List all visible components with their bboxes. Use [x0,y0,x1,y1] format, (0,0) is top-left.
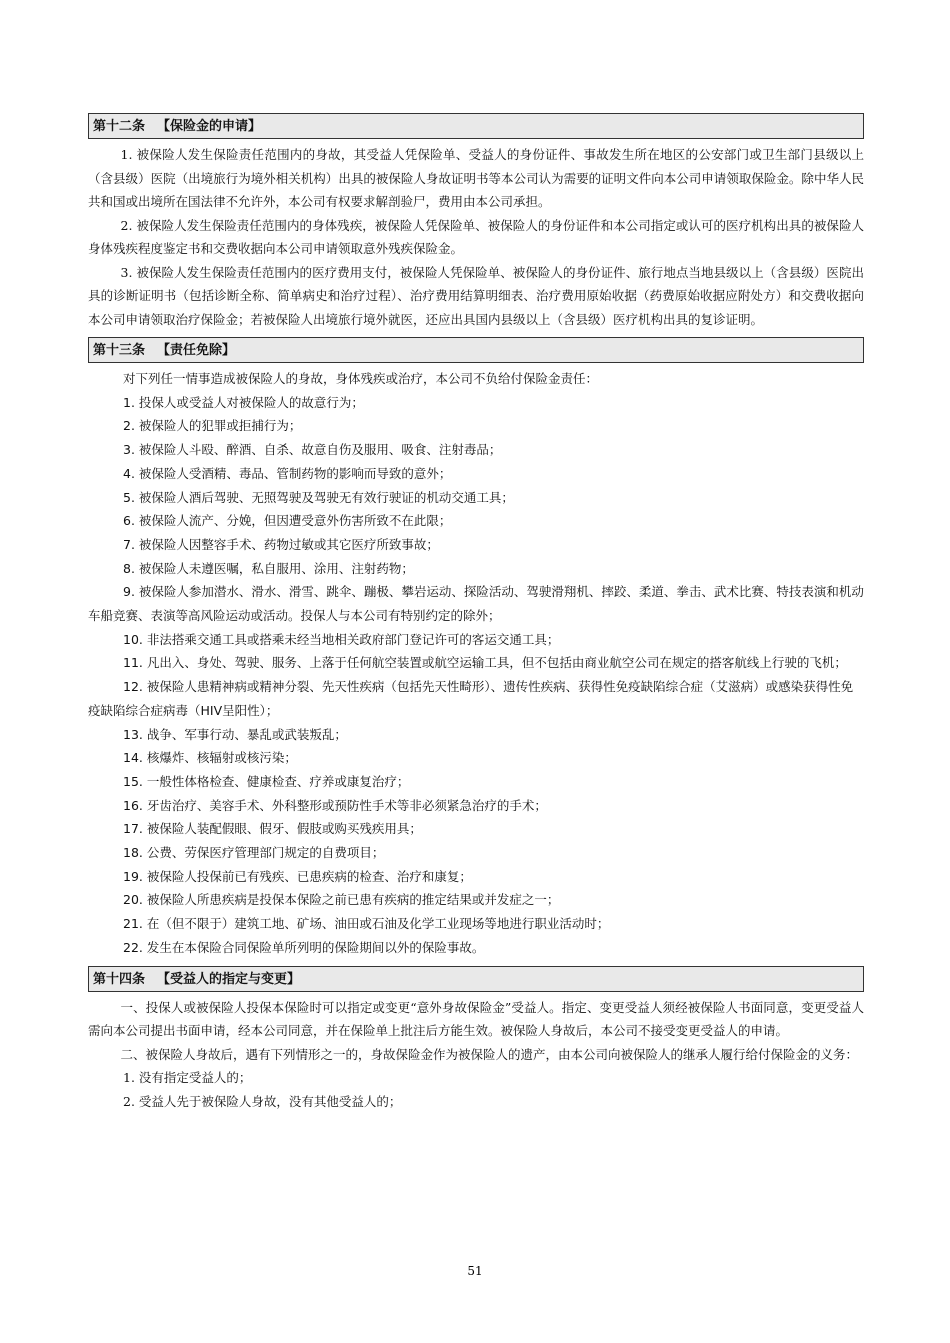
exclusion-item: 18. 公费、劳保医疗管理部门规定的自费项目； [123,845,385,861]
section-13-body [88,367,864,960]
exclusion-item: 8. 被保险人未遵医嘱，私自服用、涂用、注射药物； [123,560,414,576]
exclusion-item: 15. 一般性体格检查、健康检查、疗养或康复治疗； [123,773,410,789]
exclusion-item: 14. 核爆炸、核辐射或核污染； [123,750,297,766]
page-number: 51 [467,1264,483,1278]
exclusion-item: 1. 投保人或受益人对被保险人的故意行为； [123,394,364,410]
section-13-title: 【责任免除】 [157,343,236,358]
exclusion-item: 12. 被保险人患精神病或精神分裂、先天性疾病（包括先天性畸形）、遗传性疾病、获得性免疫缺陷综合症（艾滋病）或感染获得性免疫缺陷综合症病毒（HIV呈阳性）； [88,679,854,718]
section-14-title: 【受益人的指定与变更】 [157,971,301,987]
section-14-heading [88,966,864,992]
section-13-heading [88,337,864,363]
exclusion-item: 3. 被保险人斗殴、醉酒、自杀、故意自伤及服用、吸食、注射毒品； [123,442,502,458]
exclusion-item: 9. 被保险人参加潜水、滑水、滑雪、跳伞、蹦极、攀岩运动、探险活动、驾驶滑翔机、摔跤、柔道、拳击、武术比赛、特技表演和机动车船竞赛、表演等高风险运动或活动。投保人与本公司有特别约定的除外； [88,584,864,624]
successor-item: 1. 没有指定受益人的； [123,1070,252,1086]
section-14-paragraph-1: 一、投保人或被保险人投保本保险时可以指定或变更“意外身故保险金”受益人。指定、变更受益人须经被保险人书面同意，变更受益人需向本公司提出书面申请，经本公司同意，并在保险单上批注后方能生效。被保险人身故后，本公司不接受变更受益人的申请。 [88,999,864,1039]
section-14-paragraph-2: 二、被保险人身故后，遇有下列情形之一的，身故保险金作为被保险人的遗产，由本公司向被保险人的继承人履行给付保险金的义务： [120,1046,859,1062]
exclusion-item: 20. 被保险人所患疾病是投保本保险之前已患有疾病的推定结果或并发症之一； [123,892,560,908]
exclusion-item: 13. 战争、军事行动、暴乱或武装叛乱； [123,726,347,742]
section-12-paragraph-1: 1. 被保险人发生保险责任范围内的身故，其受益人凭保险单、受益人的身份证件、事故发生所在地区的公安部门或卫生部门县级以上（含县级）医院（出境旅行为境外相关机构）出具的被保险人身故证明书等本公司认为需要的证明文件向本公司申请领取保险金。除中华人民共和国或出境所在国法律不允许外，本公司有权要求解剖验尸，费用由本公司承担。 [88,147,864,209]
exclusion-item: 17. 被保险人装配假眼、假牙、假肢或购买残疾用具； [123,821,422,837]
section-12-title: 【保险金的申请】 [157,119,262,134]
exclusion-item: 6. 被保险人流产、分娩，但因遭受意外伤害所致不在此限； [123,513,452,529]
successor-item: 2. 受益人先于被保险人身故，没有其他受益人的； [123,1093,402,1109]
section-12-number: 第十二条 [93,119,146,134]
section-12-paragraph-2: 2. 被保险人发生保险责任范围内的身体残疾，被保险人凭保险单、被保险人的身份证件和本公司指定或认可的医疗机构出具的被保险人身体残疾程度鉴定书和交费收据向本公司申请领取意外残疾保险金。 [88,217,864,256]
exclusion-item: 21. 在（但不限于）建筑工地、矿场、油田或石油及化学工业现场等地进行职业活动时； [123,916,610,932]
exclusion-item: 11. 凡出入、身处、驾驶、服务、上落于任何航空装置或航空运输工具，但不包括由商业航空公司在规定的搭客航线上行驶的飞机； [123,655,847,671]
exclusion-item: 7. 被保险人因整容手术、药物过敏或其它医疗所致事故； [123,536,439,552]
exclusion-item: 10. 非法搭乘交通工具或搭乘未经当地相关政府部门登记许可的客运交通工具； [123,631,560,647]
section-13-number: 第十三条 [93,343,146,358]
section-12-paragraph-3: 3. 被保险人发生保险责任范围内的医疗费用支付，被保险人凭保险单、被保险人的身份证件、旅行地点当地县级以上（含县级）医院出具的诊断证明书（包括诊断全称、简单病史和治疗过程）、治疗费用结算明细表、治疗费用原始收据（药费原始收据应附处方）和交费收据向本公司申请领取治疗保险金；若被保险人出境旅行境外就医，还应出具国内县级以上（含县级）医疗机构出具的复诊证明。 [88,264,864,327]
section-12-body [88,143,864,331]
section-14-body [88,996,864,1114]
exclusion-item: 5. 被保险人酒后驾驶、无照驾驶及驾驶无有效行驶证的机动交通工具； [123,489,514,505]
section-13-intro: 对下列任一情事造成被保险人的身故，身体残疾或治疗，本公司不负给付保险金责任： [123,371,599,386]
section-14-number: 第十四条 [93,971,146,987]
exclusion-item: 22. 发生在本保险合同保险单所列明的保险期间以外的保险事故。 [123,939,485,955]
exclusion-item: 2. 被保险人的犯罪或拒捕行为； [123,418,302,434]
document-page [88,113,864,1113]
section-12-heading [88,113,864,139]
exclusion-item: 4. 被保险人受酒精、毒品、管制药物的影响而导致的意外； [123,465,452,481]
exclusion-item: 19. 被保险人投保前已有残疾、已患疾病的检查、治疗和康复； [123,868,472,884]
exclusion-item: 16. 牙齿治疗、美容手术、外科整形或预防性手术等非必须紧急治疗的手术； [123,797,547,813]
